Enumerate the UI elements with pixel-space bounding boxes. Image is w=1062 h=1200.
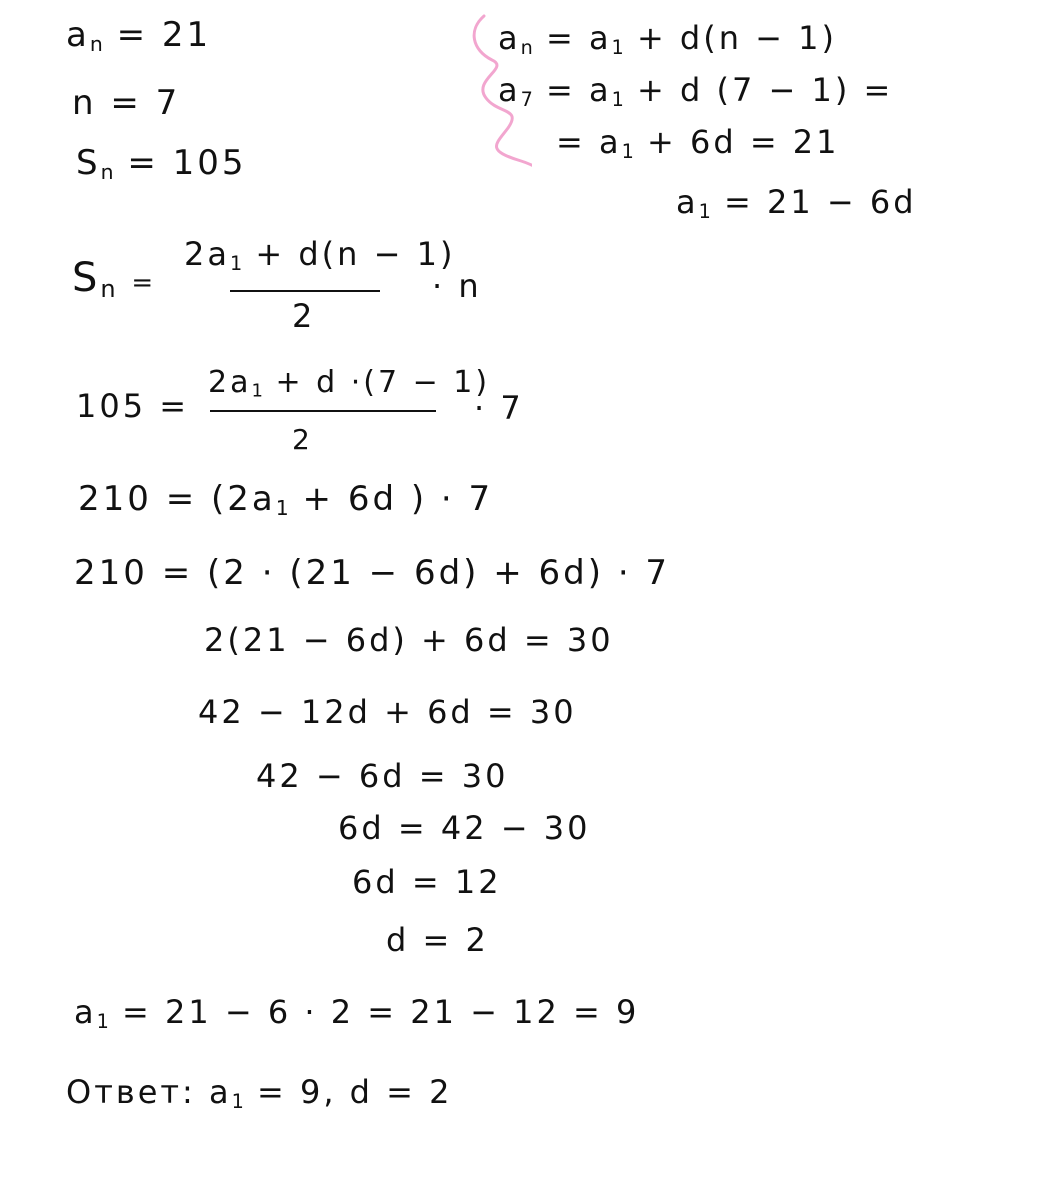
step-6: 6d = 42 − 30	[338, 809, 591, 847]
a1-label: a	[676, 183, 699, 221]
sn-label: S	[76, 143, 101, 183]
an-subscript: n	[89, 32, 103, 57]
an-value: = 21	[116, 15, 212, 55]
simplified-sub: 1	[621, 139, 634, 163]
answer-d-value: d = 2	[349, 1073, 453, 1111]
a1-expression	[676, 183, 917, 223]
nth-term-formula	[498, 19, 837, 59]
subst-lhs: 105 =	[76, 387, 190, 425]
answer-a-sub: 1	[231, 1089, 244, 1113]
step9-tail: = 21 − 6 · 2 = 21 − 12 = 9	[122, 993, 640, 1031]
sum-formula-times-n: · n	[432, 267, 482, 305]
subst-num-tail: + d ·(7 − 1)	[275, 365, 491, 400]
seventh-tail: + d (7 − 1) =	[636, 71, 894, 109]
seventh-term-formula	[498, 71, 894, 111]
a1-tail: = 21 − 6d	[724, 183, 917, 221]
given-sn	[76, 143, 247, 185]
subst-num-sub: 1	[251, 380, 263, 402]
term-eq-a: = a	[545, 19, 612, 57]
step-8: d = 2	[386, 921, 489, 959]
step-4: 42 − 12d + 6d = 30	[198, 693, 577, 731]
a1-sub: 1	[698, 199, 711, 223]
step-5: 42 − 6d = 30	[256, 757, 509, 795]
an-label: a	[66, 15, 90, 55]
step-3: 2(21 − 6d) + 6d = 30	[204, 621, 614, 659]
subst-denominator: 2	[292, 423, 313, 456]
term-a: a	[498, 19, 521, 57]
seventh-a: a	[498, 71, 521, 109]
term-sub-n: n	[520, 35, 533, 59]
seventh-sub-1: 1	[611, 87, 624, 111]
sn-subscript: n	[100, 160, 114, 185]
seventh-eq-a: = a	[546, 71, 612, 109]
given-an	[66, 15, 212, 57]
step-7: 6d = 12	[352, 863, 502, 901]
sum-s: S	[72, 255, 101, 301]
step1-tail: + 6d ) · 7	[302, 479, 494, 519]
sum-num-head: 2a	[184, 235, 230, 273]
step-1	[78, 479, 494, 521]
sum-sub-n: n	[100, 275, 116, 303]
step-9	[74, 993, 640, 1033]
sum-formula-fraction-bar	[230, 290, 380, 292]
seventh-term-simplified	[556, 123, 840, 163]
subst-numerator	[208, 365, 491, 402]
step1-sub: 1	[275, 496, 289, 521]
sn-value: = 105	[127, 143, 247, 183]
term-sub-1: 1	[611, 35, 624, 59]
step-2: 210 = (2 · (21 − 6d) + 6d) · 7	[74, 553, 671, 593]
simplified-tail: + 6d = 21	[646, 123, 840, 161]
subst-fraction-bar	[210, 410, 436, 412]
given-n: n = 7	[72, 83, 181, 123]
simplified-head: = a	[556, 123, 622, 161]
sum-formula-denominator: 2	[292, 297, 316, 335]
answer-label: Ответ:	[66, 1073, 196, 1111]
sum-formula-numerator	[184, 235, 456, 275]
term-tail: + d(n − 1)	[636, 19, 837, 57]
sum-eq: =	[131, 268, 157, 298]
sum-formula-lhs	[72, 255, 157, 303]
answer-a-value: = 9,	[256, 1073, 337, 1111]
seventh-sub: 7	[520, 87, 533, 111]
sum-num-sub: 1	[229, 251, 243, 275]
sum-num-tail: + d(n − 1)	[255, 235, 456, 273]
subst-times-7: · 7	[474, 389, 524, 427]
subst-num-head: 2a	[208, 365, 252, 400]
step9-a: a	[74, 993, 97, 1031]
step9-sub: 1	[96, 1009, 109, 1033]
step1-head: 210 = (2a	[78, 479, 276, 519]
answer-line	[66, 1073, 453, 1113]
answer-a: a	[208, 1073, 232, 1111]
